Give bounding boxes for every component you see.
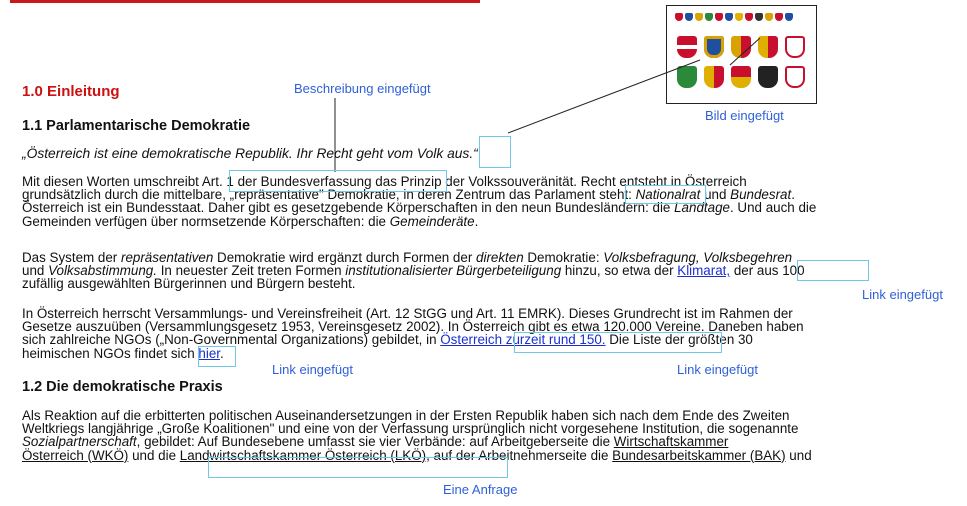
paragraph-social-partnership: Als Reaktion auf die erbitterten politischen Auseinandersetzungen in der Ersten Republik haben sich nach dem Ende des Zweiten Weltkriegs langjährige „Große Koalitionen" und eine von der Verfassung ursprünglich nicht vorgesehene Institution, die sogenannte Sozialpartnerschaft, gebildet: Auf Bundesebene umfasst sie vier Verbände: auf Arbeitgeberseite die Wirtschaftskammer Österreich (WKÖ) und die Landwirtschaftskammer Österreich (LKÖ), auf der Arbeitnehmerseite die Bundesarbeitskammer (BAK) und (22, 408, 812, 463)
klimarat-link[interactable]: Klimarat, (677, 263, 731, 279)
ngo-list-link[interactable]: hier (198, 345, 220, 361)
annotation-description-added: Beschreibung eingefügt (294, 81, 431, 96)
constitution-quote: „Österreich ist eine demokratische Republik. Ihr Recht geht vom Volk aus.“ (22, 146, 478, 161)
section-heading-intro: 1.0 Einleitung (22, 83, 120, 100)
paragraph-associations: In Österreich herrscht Versammlungs- und Vereinsfreiheit (Art. 12 StGG und Art. 11 EMRK). Dieses Grundrecht ist im Rahmen der Gesetze auszuüben (Versammlungsgesetz 1953, Vereinsgesetz 2002). In Österreich gibt es etwa 120.000 Vereine. Daneben haben sich zahlreiche NGOs („Non-Governmental Organizations) gebildet, in Österreich zurzeit rund 150. Die Liste der größten 30 heimischen NGOs findet sich hier. (22, 306, 804, 361)
annotation-a-request: Eine Anfrage (443, 482, 518, 497)
annotation-link-added-ngos: Link eingefügt (677, 362, 758, 377)
annotation-image-added: Bild eingefügt (705, 108, 784, 123)
wko-link[interactable]: Wirtschaftskammer (613, 434, 729, 450)
section-heading-parliamentary: 1.1 Parlamentarische Demokratie (22, 118, 251, 134)
art1-reference: Art. 1 der Bundesverfassung (201, 174, 372, 189)
lko-link[interactable]: Landwirtschaftskammer Österreich (LKÖ) (179, 447, 427, 463)
paragraph-direct-democracy: Das System der repräsentativen Demokratie wird ergänzt durch Formen der direkten Demokratie: Volksbefragung, Volksbegehren und Volksabstimmung. In neuester Zeit treten Formen institutionalisierter Bürgerbeteiligung hinzu, so etwa der Klimarat, der aus 100 zufällig ausgewählten Bürgerinnen und Bürgern besteht. (22, 250, 805, 292)
volk-term: Volk (416, 146, 444, 161)
paragraph-sovereignty: Mit diesen Worten umschreibt Art. 1 der Bundesverfassung das Prinzip der Volkssouveränität. Recht entsteht in Österreich grundsätzlich durch die mittelbare, „repräsentative" Demokratie, in deren Zentrum das Parlament steht: Nationalrat und Bundesrat. Österreich ist ein Bundesstaat. Daher gibt es gesetzgebende Körperschaften in den neun Bundesländern: die Landtage. Und auch die Gemeinden verfügen über normsetzende Körperschaften: die Gemeinderäte. (22, 174, 817, 229)
annotation-link-added-hier: Link eingefügt (272, 362, 353, 377)
wko-link-cont[interactable]: Österreich (WKÖ) (22, 447, 129, 463)
parliament-term: Parlament (534, 187, 596, 203)
ngo-count-link[interactable]: Österreich zurzeit rund 150. (440, 332, 606, 348)
annotation-link-added-klimarat: Link eingefügt (862, 287, 943, 302)
bak-link[interactable]: Bundesarbeitskammer (BAK) (612, 447, 786, 463)
section-heading-practice: 1.2 Die demokratische Praxis (22, 379, 223, 395)
